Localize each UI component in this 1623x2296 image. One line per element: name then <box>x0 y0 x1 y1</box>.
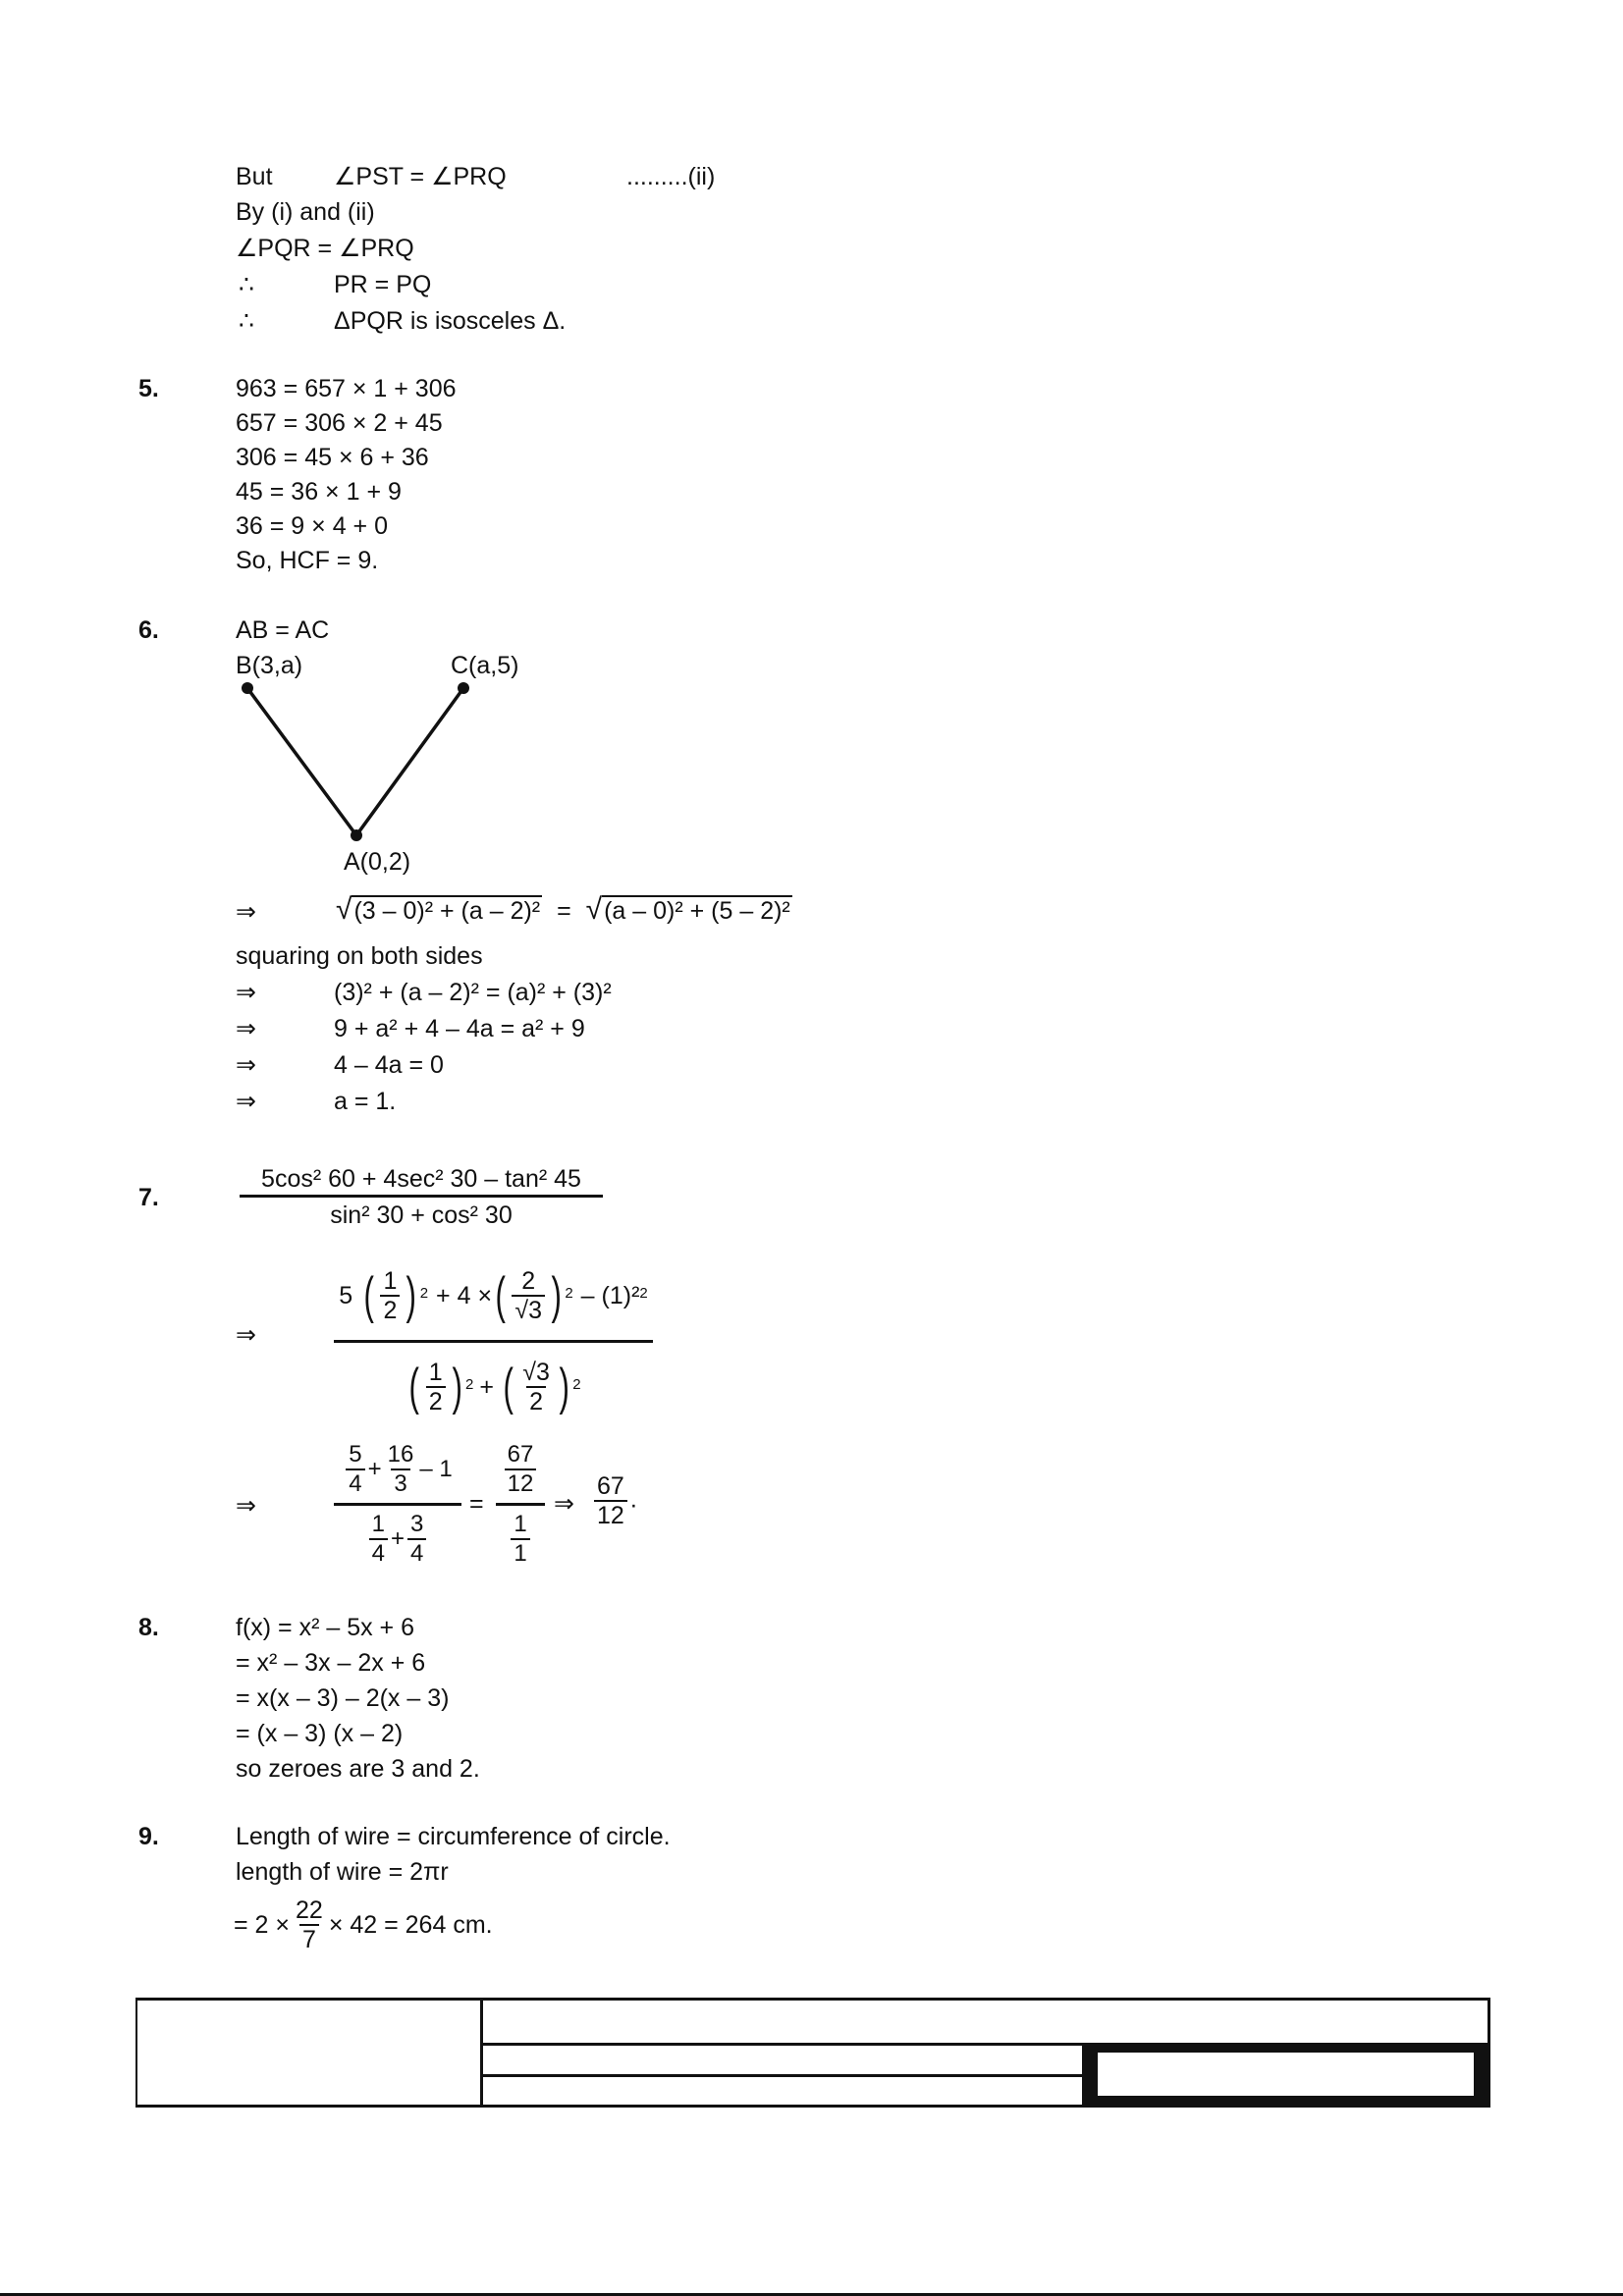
table-left-border <box>135 1998 137 2108</box>
question-number: 5. <box>138 375 159 402</box>
distance-equation: √(3 – 0)² + (a – 2)² = √(a – 0)² + (5 – 2)² <box>336 893 790 926</box>
point-a-dot <box>351 829 362 841</box>
table-divider-row2 <box>480 2074 1082 2077</box>
implies-arrow: ⇒ <box>554 1490 574 1518</box>
implies-arrow: ⇒ <box>236 1088 256 1115</box>
implies-arrow: ⇒ <box>236 1492 256 1520</box>
step-line: Length of wire = circumference of circle. <box>236 1823 671 1850</box>
conclusion: ΔPQR is isosceles Δ. <box>334 307 567 335</box>
note-line: squaring on both sides <box>236 942 483 970</box>
sqrt-rhs: √(a – 0)² + (5 – 2)² <box>585 893 790 926</box>
calculation-line: = 2 × $\frac{22}{7}$ × 42 = 264 cm. <box>234 1896 493 1953</box>
substituted-fraction <box>334 1252 653 1431</box>
side-equality: PR = PQ <box>334 271 432 298</box>
implies-arrow: ⇒ <box>236 898 256 926</box>
equation-tag: .........(ii) <box>626 163 716 190</box>
simplified-fraction: $\frac{5}{4}$ + $\frac{16}{3}$ – 1 $\frac{1}{4}$ + $\frac{3}{4}$ <box>334 1436 461 1573</box>
triangle-diagram <box>0 0 1623 883</box>
substituted-numerator: 5 ( $\frac{1}{2}$ ) $^2$ + 4 × ( $\frac{2}{√3}$ ) $^2$ – (1)² $^2$ <box>339 1267 648 1324</box>
implies-arrow: ⇒ <box>236 979 256 1006</box>
step-line: f(x) = x² – 5x + 6 <box>236 1614 415 1641</box>
table-divider-vertical <box>480 1998 483 2108</box>
sqrt-lhs: √(3 – 0)² + (a – 2)² <box>336 893 541 926</box>
step-line: (3)² + (a – 2)² = (a)² + (3)² <box>334 979 612 1006</box>
label-point-a: A(0,2) <box>344 848 411 876</box>
therefore-symbol: ∴ <box>239 307 254 335</box>
step-line: 9 + a² + 4 – 4a = a² + 9 <box>334 1015 585 1042</box>
expression-denominator: sin² 30 + cos² 30 <box>240 1195 603 1233</box>
table-black-cell <box>1082 2043 1489 2108</box>
step-line: 963 = 657 × 1 + 306 <box>236 375 457 402</box>
result-line: a = 1. <box>334 1088 397 1115</box>
step-line: 45 = 36 × 1 + 9 <box>236 478 402 506</box>
trig-expression <box>240 1163 603 1233</box>
implies-arrow: ⇒ <box>236 1321 256 1349</box>
label-point-b: B(3,a) <box>236 652 303 679</box>
table-inner-white-box <box>1098 2053 1474 2096</box>
reference-line: By (i) and (ii) <box>236 198 375 226</box>
result-line: so zeroes are 3 and 2. <box>236 1755 480 1783</box>
given-equation: AB = AC <box>236 616 330 644</box>
question-number: 8. <box>138 1614 159 1641</box>
point-b-dot <box>242 682 253 694</box>
question-number: 6. <box>138 616 159 644</box>
implies-arrow: ⇒ <box>236 1051 256 1079</box>
question-number: 7. <box>138 1184 159 1211</box>
step-line: length of wire = 2πr <box>236 1858 449 1886</box>
result-line: So, HCF = 9. <box>236 547 379 574</box>
expression-numerator: 5cos² 60 + 4sec² 30 – tan² 45 <box>261 1165 581 1193</box>
step-line: = (x – 3) (x – 2) <box>236 1720 404 1747</box>
question-number: 9. <box>138 1823 159 1850</box>
step-line: 306 = 45 × 6 + 36 <box>236 444 429 471</box>
substituted-denominator: ( $\frac{1}{2}$ ) $^2$ + ( $\frac{√3}{2}$ ) $^2$ <box>334 1340 653 1431</box>
table-top-border <box>135 1998 1489 2001</box>
step-line: 4 – 4a = 0 <box>334 1051 444 1079</box>
step-line: = x(x – 3) – 2(x – 3) <box>236 1684 450 1712</box>
step-line: 657 = 306 × 2 + 45 <box>236 409 443 437</box>
step-line: 36 = 9 × 4 + 0 <box>236 512 388 540</box>
point-c-dot <box>458 682 469 694</box>
equals-sign: = <box>469 1490 484 1518</box>
angle-equality: ∠PQR = ∠PRQ <box>236 235 414 262</box>
final-answer: $\frac{67}{12}$ . <box>591 1472 637 1529</box>
compound-fraction: $\frac{67}{12}$ $\frac{1}{1}$ <box>496 1436 545 1573</box>
step-line: = x² – 3x – 2x + 6 <box>236 1649 426 1677</box>
angle-equation: ∠PST = ∠PRQ <box>334 163 507 190</box>
therefore-symbol: ∴ <box>239 271 254 298</box>
label-point-c: C(a,5) <box>451 652 519 679</box>
but-label: But <box>236 163 273 190</box>
implies-arrow: ⇒ <box>236 1015 256 1042</box>
